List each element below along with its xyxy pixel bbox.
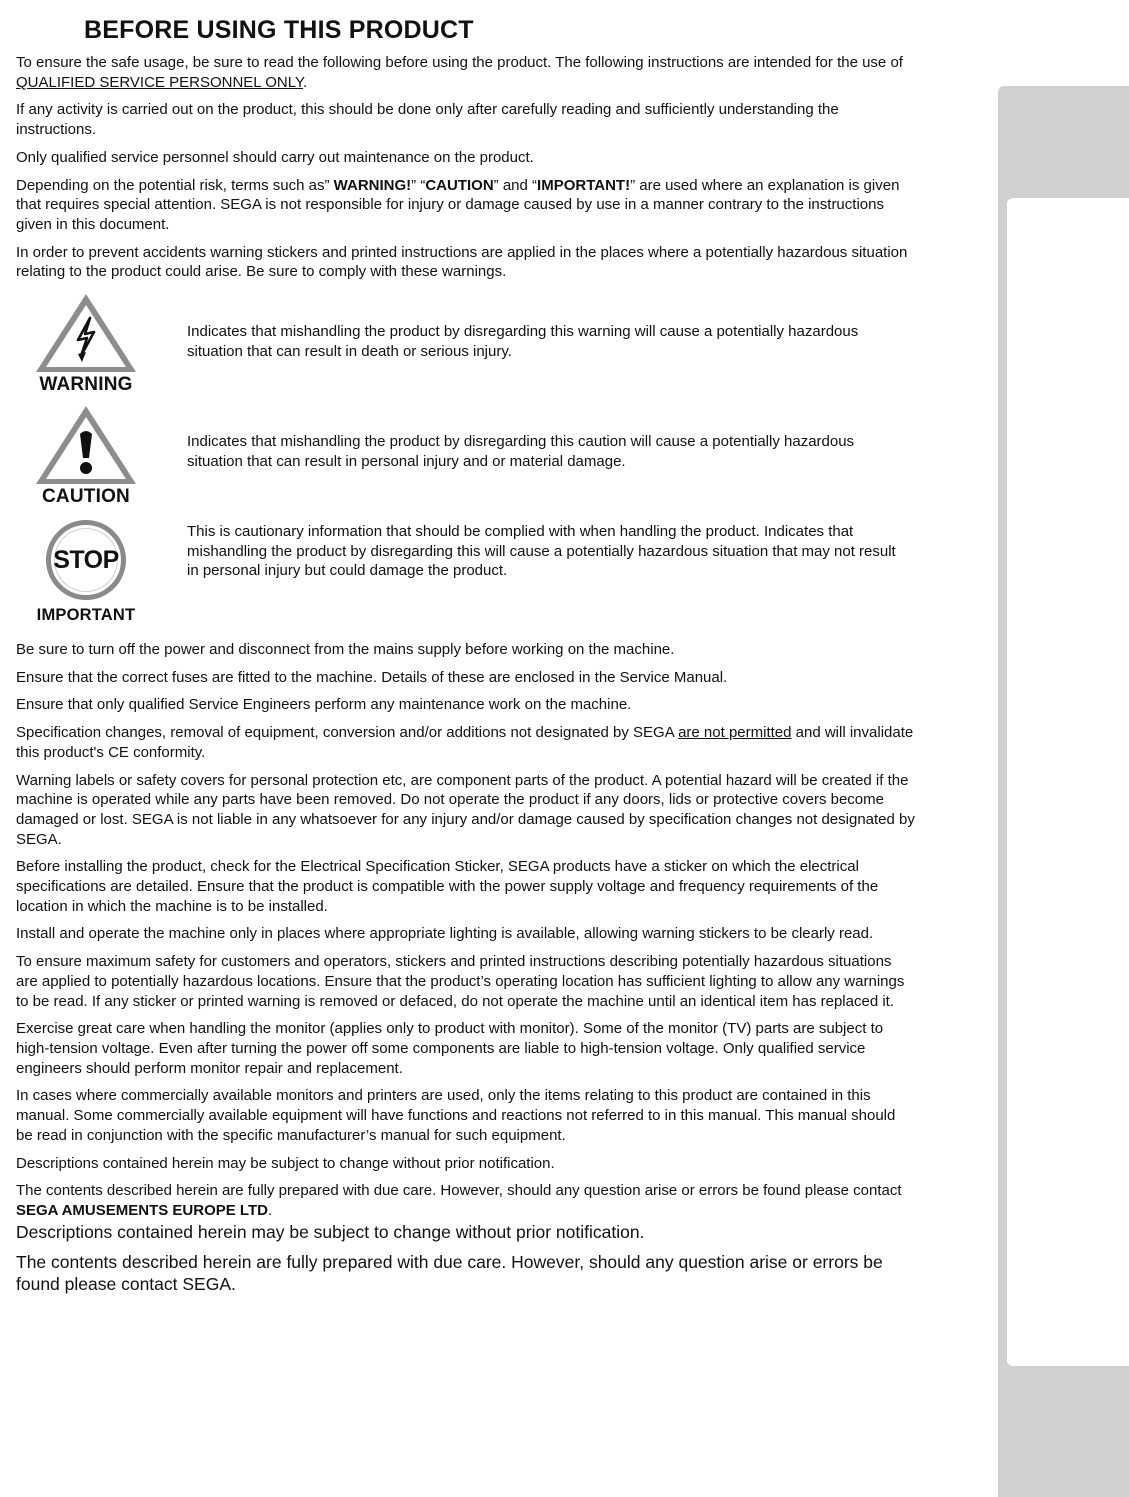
body-paragraph-4 bbox=[16, 723, 916, 762]
intro-p1-text: To ensure the safe usage, be sure to read the following before using the product. The following instructions are intended for the use of bbox=[16, 54, 903, 71]
body-paragraph-13: Descriptions contained herein may be subject to change without prior notification. bbox=[16, 1221, 645, 1242]
term-warning: WARNING! bbox=[333, 176, 412, 194]
body-p12-end: . bbox=[267, 1201, 273, 1219]
body-paragraph-5: Warning labels or safety covers for personal protection etc, are component parts of the product. A potential hazard will be created if the machine is operated while any parts have been removed. Do not operate the product if any doors, lids or protective covers become damaged or lost. SEGA is not liable in any whatsoever for any injury and/or damage caused by specification changes not designated by SEGA. bbox=[16, 771, 915, 848]
body-paragraph-8: To ensure maximum safety for customers and operators, stickers and printed instructions describing potentially hazardous situations are applied to potentially hazardous locations. Ensure that the product’s operating location has sufficient lighting to allow any warnings to be read. If any sticker or printed warning is removed or defaced, do not operate the machine until an identical item has replaced it. bbox=[16, 953, 905, 1010]
caution-row bbox=[16, 402, 916, 520]
company-name: SEGA AMUSEMENTS EUROPE LTD bbox=[16, 1201, 268, 1219]
term-important: IMPORTANT! bbox=[537, 176, 631, 194]
body-paragraph-10: In cases where commercially available monitors and printers are used, only the items relating to this product are contained in this manual. Some commercially available equipment will have functions and reactions not referred to in this manual. This manual should be read in conjunction with the specific manufacturer’s manual for such equipment. bbox=[16, 1087, 896, 1144]
intro-paragraph-1 bbox=[16, 53, 916, 92]
important-description: This is cautionary information that should be complied with when handling the product. Indicates that mishandling the product by disregarding this will cause a potentially hazardous situation that may not result in personal injury but could damage the product. bbox=[187, 523, 896, 580]
caution-description: Indicates that mishandling the product by disregarding this caution will cause a potentially hazardous situation that can result in personal injury and or material damage. bbox=[187, 433, 855, 470]
body-paragraph-11: Descriptions contained herein may be subject to change without prior notification. bbox=[16, 1154, 555, 1172]
important-label: IMPORTANT bbox=[36, 606, 136, 625]
not-permitted-underline: are not permitted bbox=[678, 724, 792, 742]
warning-row bbox=[16, 290, 916, 402]
intro-p4-text-a: Depending on the potential risk, terms such as” bbox=[16, 176, 334, 194]
intro-p4-text-d: ” and “ bbox=[493, 176, 538, 194]
intro-p4-text-b: ” “ bbox=[411, 176, 426, 194]
intro-paragraph-4 bbox=[16, 176, 916, 235]
page-title: BEFORE USING THIS PRODUCT bbox=[84, 16, 474, 44]
page-content bbox=[16, 16, 916, 1303]
important-symbol bbox=[16, 520, 156, 625]
warning-triangle-icon bbox=[34, 292, 138, 374]
warning-description: Indicates that mishandling the product by disregarding this warning will cause a potentially hazardous situation that can result in death or serious injury. bbox=[187, 323, 859, 360]
intro-paragraph-2: If any activity is carried out on the product, this should be done only after carefully reading and sufficiently understanding the instructions. bbox=[16, 101, 839, 139]
intro-paragraph-5: In order to prevent accidents warning stickers and printed instructions are applied in the places where a potentially hazardous situation relating to the product could arise. Be sure to comply with these warnings. bbox=[16, 243, 908, 281]
body-paragraph-3: Ensure that only qualified Service Engineers perform any maintenance work on the machine. bbox=[16, 696, 632, 714]
body-paragraph-14: The contents described herein are fully prepared with due care. However, should any question arise or errors be found please contact SEGA. bbox=[16, 1251, 883, 1294]
body-p4-text-a: Specification changes, removal of equipment, conversion and/or additions not designated by SEGA bbox=[16, 724, 679, 742]
caution-symbol bbox=[16, 404, 156, 508]
stop-sign-icon bbox=[46, 520, 126, 600]
warning-symbol bbox=[16, 292, 156, 396]
qualified-personnel-underline: QUALIFIED SERVICE PERSONNEL ONLY bbox=[16, 73, 304, 91]
body-p4-text-b: and will invalidate this product's CE conformity. bbox=[16, 724, 914, 761]
warning-label: WARNING bbox=[39, 374, 133, 396]
body-paragraph-1: Be sure to turn off the power and disconnect from the mains supply before working on the machine. bbox=[16, 641, 675, 659]
body-paragraph-9: Exercise great care when handling the monitor (applies only to product with monitor). Some of the monitor (TV) parts are subject to high-tension voltage. Even after turning the power off some components are liable to high-tension voltage. Only qualified service engineers should perform monitor repair and replacement. bbox=[16, 1020, 884, 1077]
body-paragraph-7: Install and operate the machine only in places where appropriate lighting is available, allowing warning stickers to be clearly read. bbox=[16, 925, 874, 943]
intro-paragraph-3: Only qualified service personnel should carry out maintenance on the product. bbox=[16, 148, 534, 166]
intro-p4-text-e: ” are used where an explanation is given that requires special attention. SEGA is not responsible for injury or damage caused by use in a manner contrary to the instructions given in this document. bbox=[16, 176, 900, 233]
side-tab-notch bbox=[1007, 198, 1129, 1366]
body-p12-text-a: The contents described herein are fully prepared with due care. However, should any question arise or errors be found please contact bbox=[16, 1182, 902, 1200]
intro-p1-end: . bbox=[303, 73, 308, 91]
stop-sign-text: STOP bbox=[53, 545, 119, 574]
body-paragraph-12 bbox=[16, 1181, 916, 1220]
body-paragraph-2: Ensure that the correct fuses are fitted to the machine. Details of these are enclosed in the Service Manual. bbox=[16, 668, 728, 686]
caution-triangle-icon bbox=[34, 404, 138, 486]
caution-label: CAUTION bbox=[42, 486, 130, 508]
term-caution: CAUTION bbox=[425, 176, 494, 194]
important-row bbox=[16, 520, 916, 640]
body-paragraph-6: Before installing the product, check for the Electrical Specification Sticker, SEGA products have a sticker on which the electrical specifications are detailed. Ensure that the product is compatible with the power supply voltage and frequency requirements of the location in which the machine is to be installed. bbox=[16, 858, 879, 915]
